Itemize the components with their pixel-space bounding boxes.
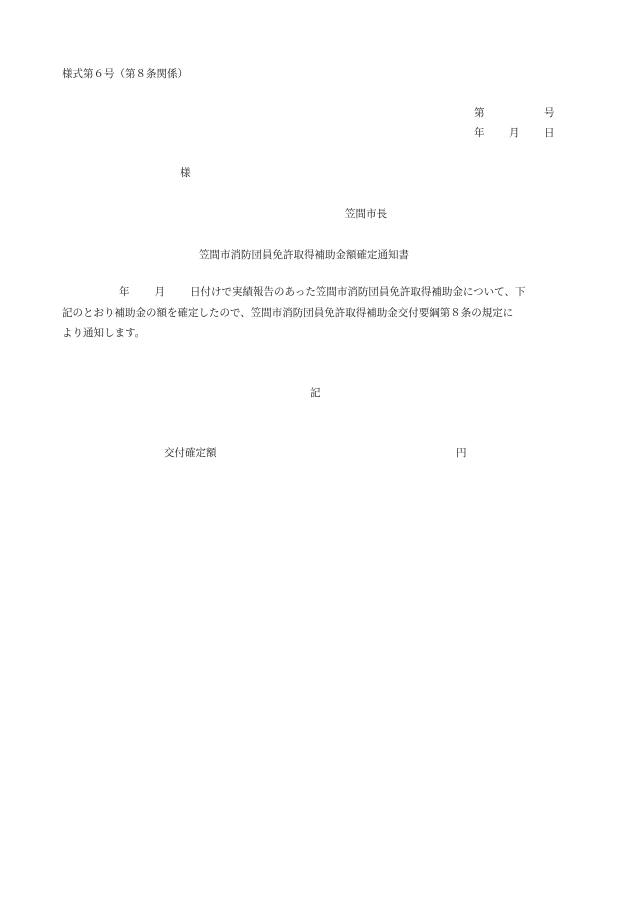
date-year-label: 年 — [474, 127, 485, 139]
body-date-month: 月 — [154, 286, 165, 298]
body-line-1-text: 日付けで実績報告のあった笠間市消防団員免許取得補助金について、下 — [190, 286, 526, 298]
body-line-1 — [62, 282, 572, 303]
document-number-prefix: 第 — [474, 107, 485, 119]
body-line-2: 記のとおり補助金の額を確定したので、笠間市消防団員免許取得補助金交付要綱第８条の規定に — [62, 306, 514, 319]
body-date-year: 年 — [119, 286, 130, 298]
form-label: 様式第６号（第８条関係） — [62, 68, 188, 80]
body-line-3: より通知します。 — [62, 327, 146, 339]
body-paragraph — [62, 282, 572, 344]
addressee-honorific: 様 — [180, 167, 191, 179]
document-number-suffix: 号 — [544, 107, 555, 119]
amount-unit: 円 — [456, 447, 467, 459]
amount-label: 交付確定額 — [164, 447, 217, 459]
date-day-label: 日 — [544, 127, 555, 139]
sender-name: 笠間市長 — [345, 208, 387, 220]
date-month-label: 月 — [509, 127, 520, 139]
ki-heading: 記 — [310, 387, 321, 399]
document-title: 笠間市消防団員免許取得補助金額確定通知書 — [199, 249, 409, 261]
